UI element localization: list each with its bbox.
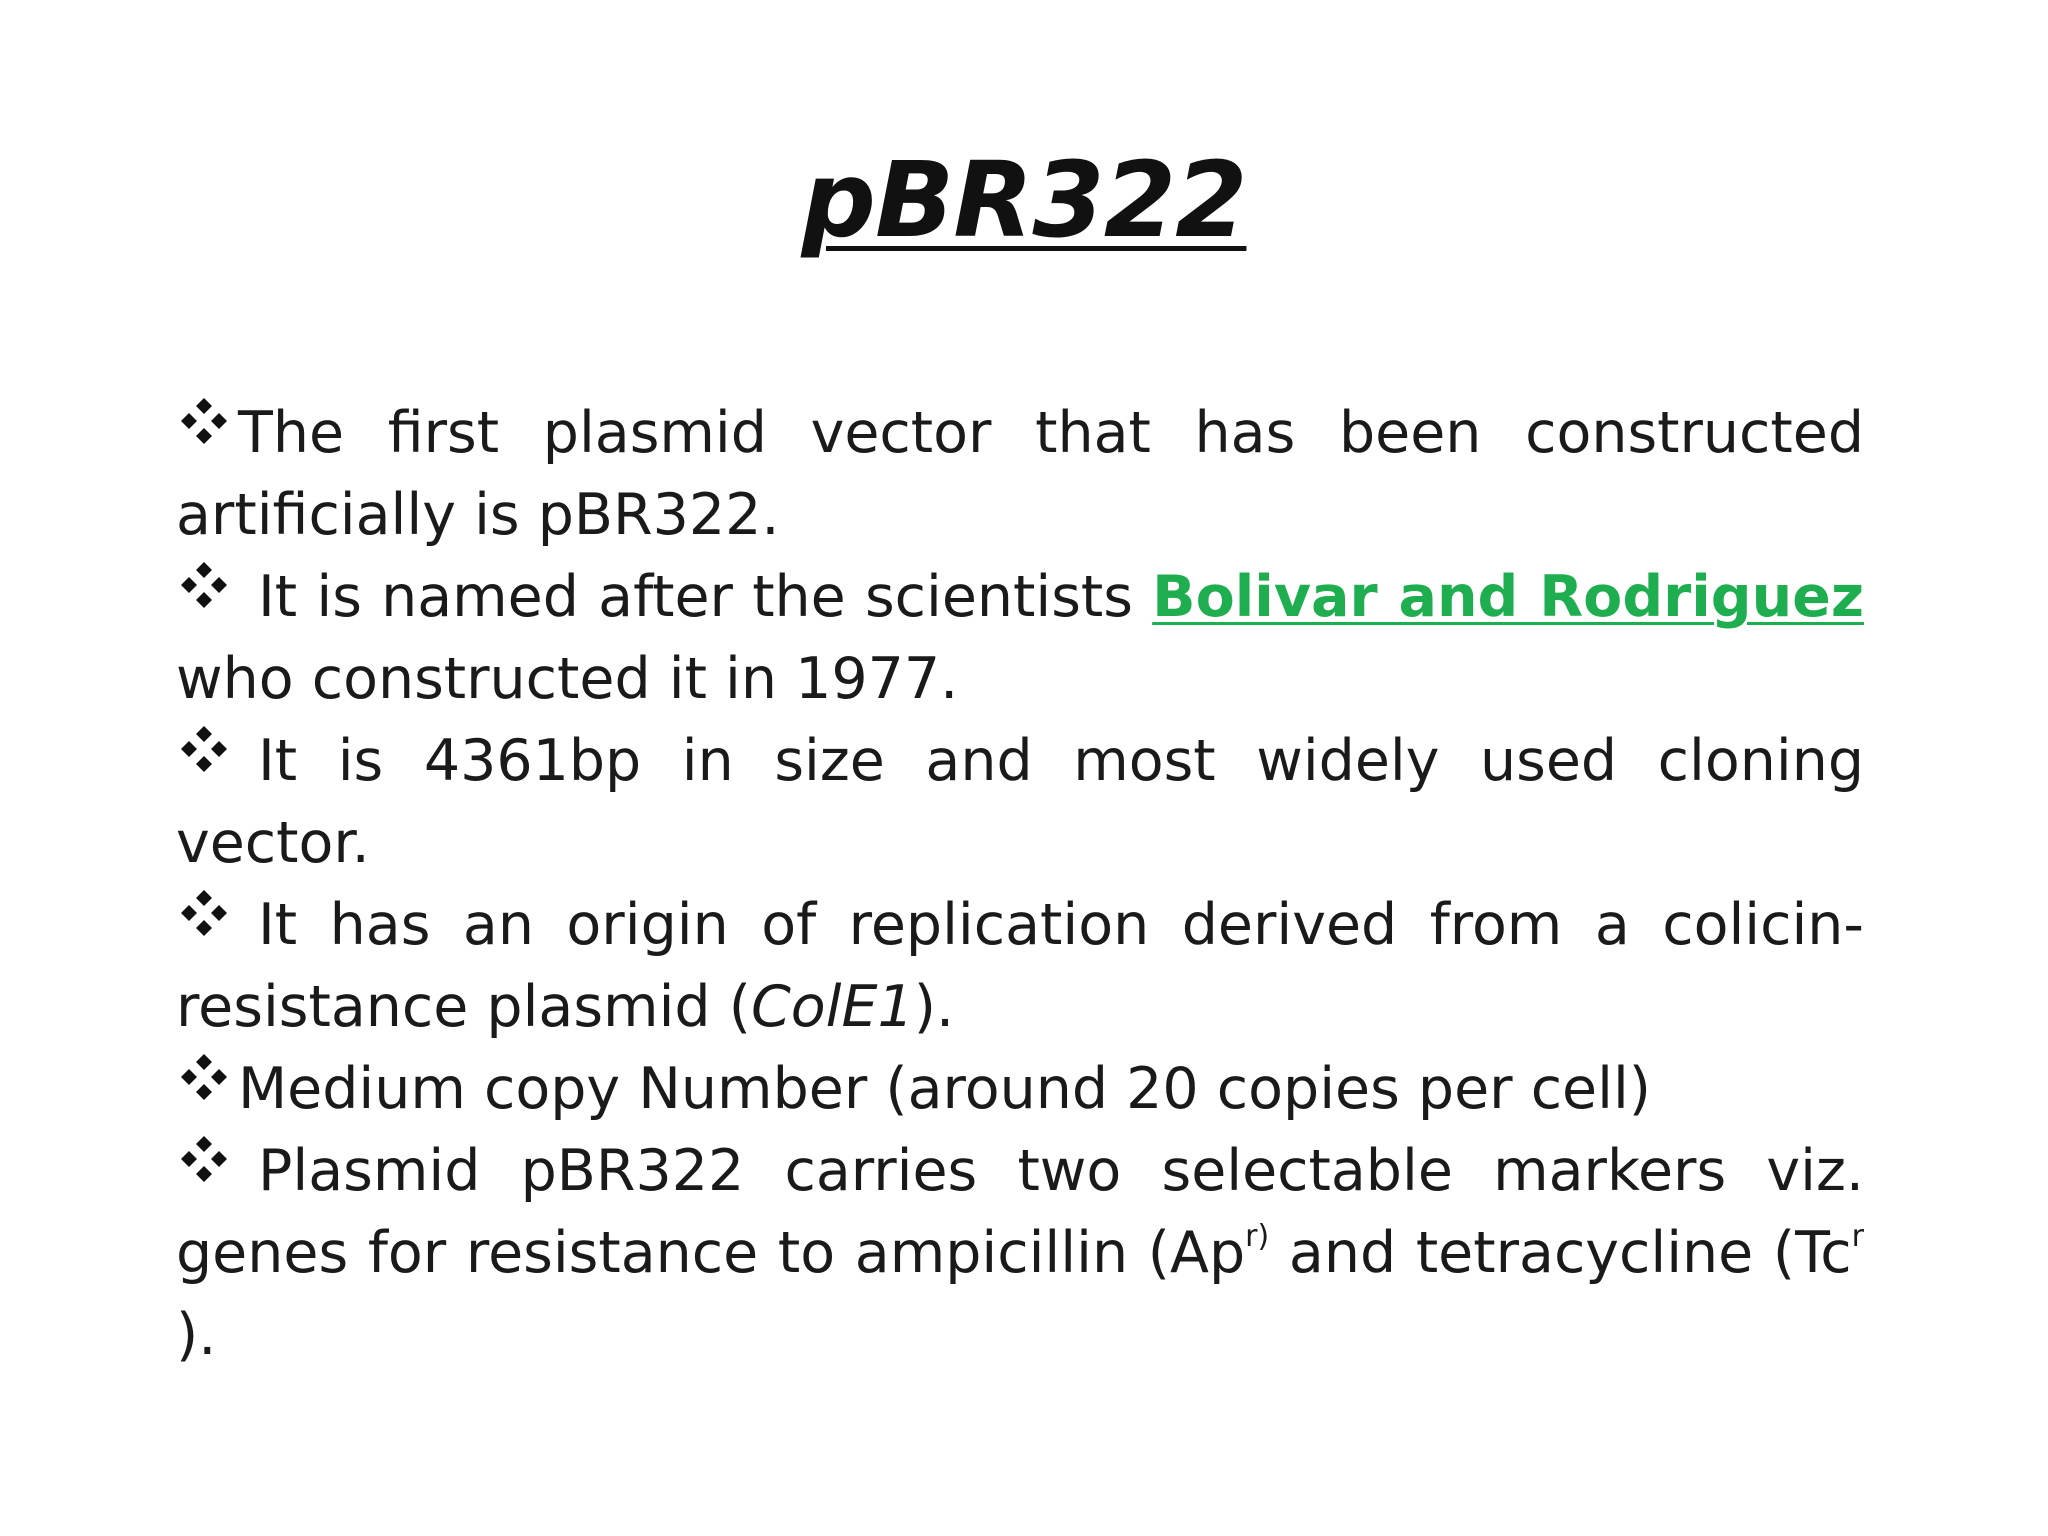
bullet-point-1 bbox=[176, 392, 1864, 556]
tetracycline-superscript: r bbox=[1851, 1219, 1864, 1254]
bullet-point-5 bbox=[176, 1048, 1864, 1130]
bullet-point-3 bbox=[176, 720, 1864, 884]
four-diamond-bullet-icon bbox=[176, 1134, 236, 1184]
title-text: pBR322 bbox=[801, 139, 1247, 261]
bullet-point-6 bbox=[176, 1130, 1864, 1376]
point-6-text-after: ). bbox=[176, 1302, 217, 1368]
point-1-text: The first plasmid vector that has been constructed artificially is pBR322. bbox=[176, 400, 1864, 548]
point-2-text-after: who constructed it in 1977. bbox=[176, 646, 959, 712]
slide-title bbox=[0, 138, 2048, 263]
four-diamond-bullet-icon bbox=[176, 396, 236, 446]
scientists-link[interactable]: Bolivar and Rodriguez bbox=[1152, 564, 1864, 630]
point-2-text-before: It is named after the scientists bbox=[258, 564, 1153, 630]
point-5-text: Medium copy Number (around 20 copies per cell) bbox=[238, 1056, 1652, 1122]
bullet-point-4 bbox=[176, 884, 1864, 1048]
point-4-text-after: ). bbox=[913, 974, 955, 1040]
ampicillin-superscript: r) bbox=[1245, 1219, 1270, 1254]
four-diamond-bullet-icon bbox=[176, 560, 236, 610]
point-4-italic: ColE1 bbox=[750, 974, 914, 1040]
bullet-point-2 bbox=[176, 556, 1864, 720]
bullet-list bbox=[176, 392, 1864, 1376]
point-6-text-middle: and tetracycline (Tc bbox=[1269, 1220, 1852, 1286]
four-diamond-bullet-icon bbox=[176, 888, 236, 938]
point-6-text-before: Plasmid pBR322 carries two selectable markers viz. genes for resistance to ampicillin (Ap bbox=[176, 1138, 1864, 1286]
point-4-text-before: It has an origin of replication derived from a colicin-resistance plasmid ( bbox=[176, 892, 1864, 1040]
four-diamond-bullet-icon bbox=[176, 724, 236, 774]
four-diamond-bullet-icon bbox=[176, 1052, 236, 1102]
point-3-text: It is 4361bp in size and most widely used cloning vector. bbox=[176, 728, 1864, 876]
